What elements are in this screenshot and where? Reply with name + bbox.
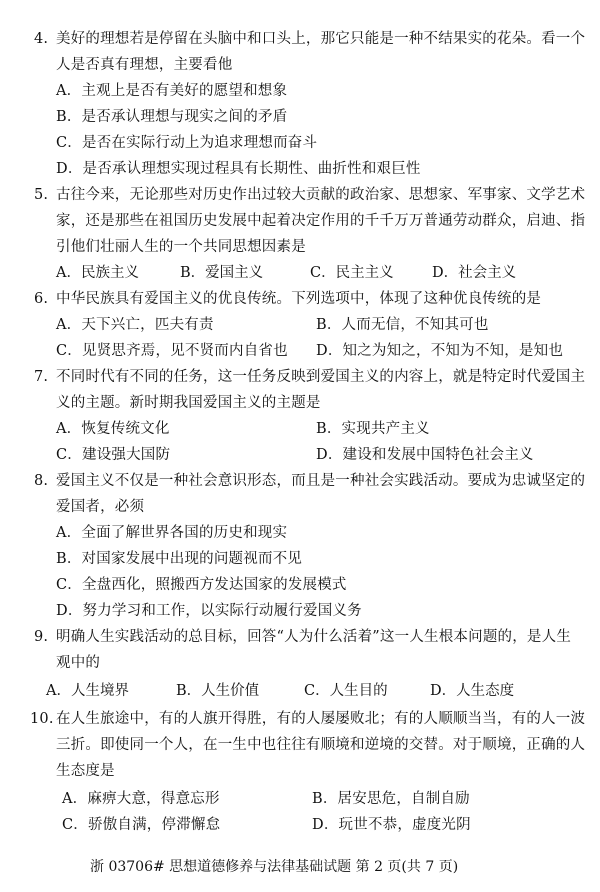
option-c: C．见贤思齐焉，见不贤而内自省也	[56, 343, 288, 359]
option-a: A．全面了解世界各国的历史和现实	[56, 525, 288, 541]
question-number: 10.	[30, 711, 54, 727]
option-b: B．爱国主义	[180, 265, 264, 281]
option-a: A．麻痹大意，得意忘形	[62, 791, 220, 807]
option-d: D．知之为知之，不知为不知，是知也	[316, 343, 564, 359]
option-c: C．全盘西化，照搬西方发达国家的发展模式	[56, 577, 347, 593]
question-9-line-1	[34, 628, 571, 646]
question-4-line-2: 人是否真有理想，主要看他	[56, 57, 233, 73]
question-5-line-3: 引他们壮丽人生的一个共同思想因素是	[56, 239, 306, 255]
option-d: D．努力学习和工作，以实际行动履行爱国义务	[56, 603, 362, 619]
option-d: D．是否承认理想实现过程具有长期性、曲折性和艰巨性	[56, 161, 421, 177]
option-b: B．人生价值	[176, 683, 260, 699]
question-10-line-1	[30, 710, 585, 728]
option-c: C．民主主义	[310, 265, 394, 281]
question-text: 中华民族具有爱国主义的优良传统。下列选项中，体现了这种优良传统的是	[56, 291, 542, 307]
option-a: A．民族主义	[56, 265, 139, 281]
option-a: A．恢复传统文化	[56, 421, 170, 437]
option-a: A．人生境界	[46, 683, 129, 699]
option-b: B．居安思危，自制自励	[312, 791, 470, 807]
question-number: 8.	[34, 473, 49, 489]
option-c: C．骄傲自满，停滞懈怠	[62, 817, 221, 833]
question-text: 美好的理想若是停留在头脑中和口头上，那它只能是一种不结果实的花朵。看一个	[56, 31, 586, 47]
question-6-line-1	[34, 290, 541, 308]
question-text: 爱国主义不仅是一种社会意识形态，而且是一种社会实践活动。要成为忠诚坚定的	[56, 473, 586, 489]
question-4-line-1	[34, 30, 585, 48]
option-b: B．对国家发展中出现的问题视而不见	[56, 551, 303, 567]
question-8-line-2: 爱国者，必须	[56, 499, 145, 515]
question-number: 7.	[34, 369, 49, 385]
question-10-line-3: 生态度是	[56, 763, 115, 779]
option-d: D．人生态度	[430, 683, 515, 699]
option-d: D．玩世不恭，虚度光阴	[312, 817, 471, 833]
option-b: B．是否承认理想与现实之间的矛盾	[56, 109, 288, 125]
question-text: 古往今来，无论那些对历史作出过较大贡献的政治家、思想家、军事家、文学艺术	[56, 187, 586, 203]
question-7-line-1	[34, 368, 585, 386]
question-10-line-2: 三折。即使同一个人，在一生中也往往有顺境和逆境的交替。对于顺境，正确的人	[56, 737, 586, 753]
option-d: D．建设和发展中国特色社会主义	[316, 447, 534, 463]
page-footer: 浙 03706# 思想道德修养与法律基础试题 第 2 页(共 7 页)	[90, 859, 459, 875]
option-b: B．实现共产主义	[316, 421, 430, 437]
question-5-line-1	[34, 186, 585, 204]
option-a: A．天下兴亡，匹夫有责	[56, 317, 214, 333]
question-text: 在人生旅途中，有的人旗开得胜，有的人屡屡败北；有的人顺顺当当，有的人一波	[56, 711, 586, 727]
question-8-line-1	[34, 472, 585, 490]
question-5-line-2: 家，还是那些在祖国历史发展中起着决定作用的千千万万普通劳动群众，启迪、指	[56, 213, 586, 229]
question-number: 4.	[34, 31, 49, 47]
question-9-line-2: 观中的	[56, 655, 101, 671]
option-c: C．人生目的	[304, 683, 388, 699]
question-7-line-2: 义的主题。新时期我国爱国主义的主题是	[56, 395, 321, 411]
option-a: A．主观上是否有美好的愿望和想象	[56, 83, 288, 99]
option-c: C．建设强大国防	[56, 447, 171, 463]
question-number: 5.	[34, 187, 49, 203]
option-d: D．社会主义	[432, 265, 517, 281]
question-text: 不同时代有不同的任务，这一任务反映到爱国主义的内容上，就是特定时代爱国主	[56, 369, 586, 385]
question-text: 明确人生实践活动的总目标，回答“人为什么活着”这一人生根本问题的，是人生	[56, 629, 572, 645]
question-number: 6.	[34, 291, 49, 307]
option-c: C．是否在实际行动上为追求理想而奋斗	[56, 135, 318, 151]
question-number: 9.	[34, 629, 49, 645]
option-b: B．人而无信，不知其可也	[316, 317, 489, 333]
